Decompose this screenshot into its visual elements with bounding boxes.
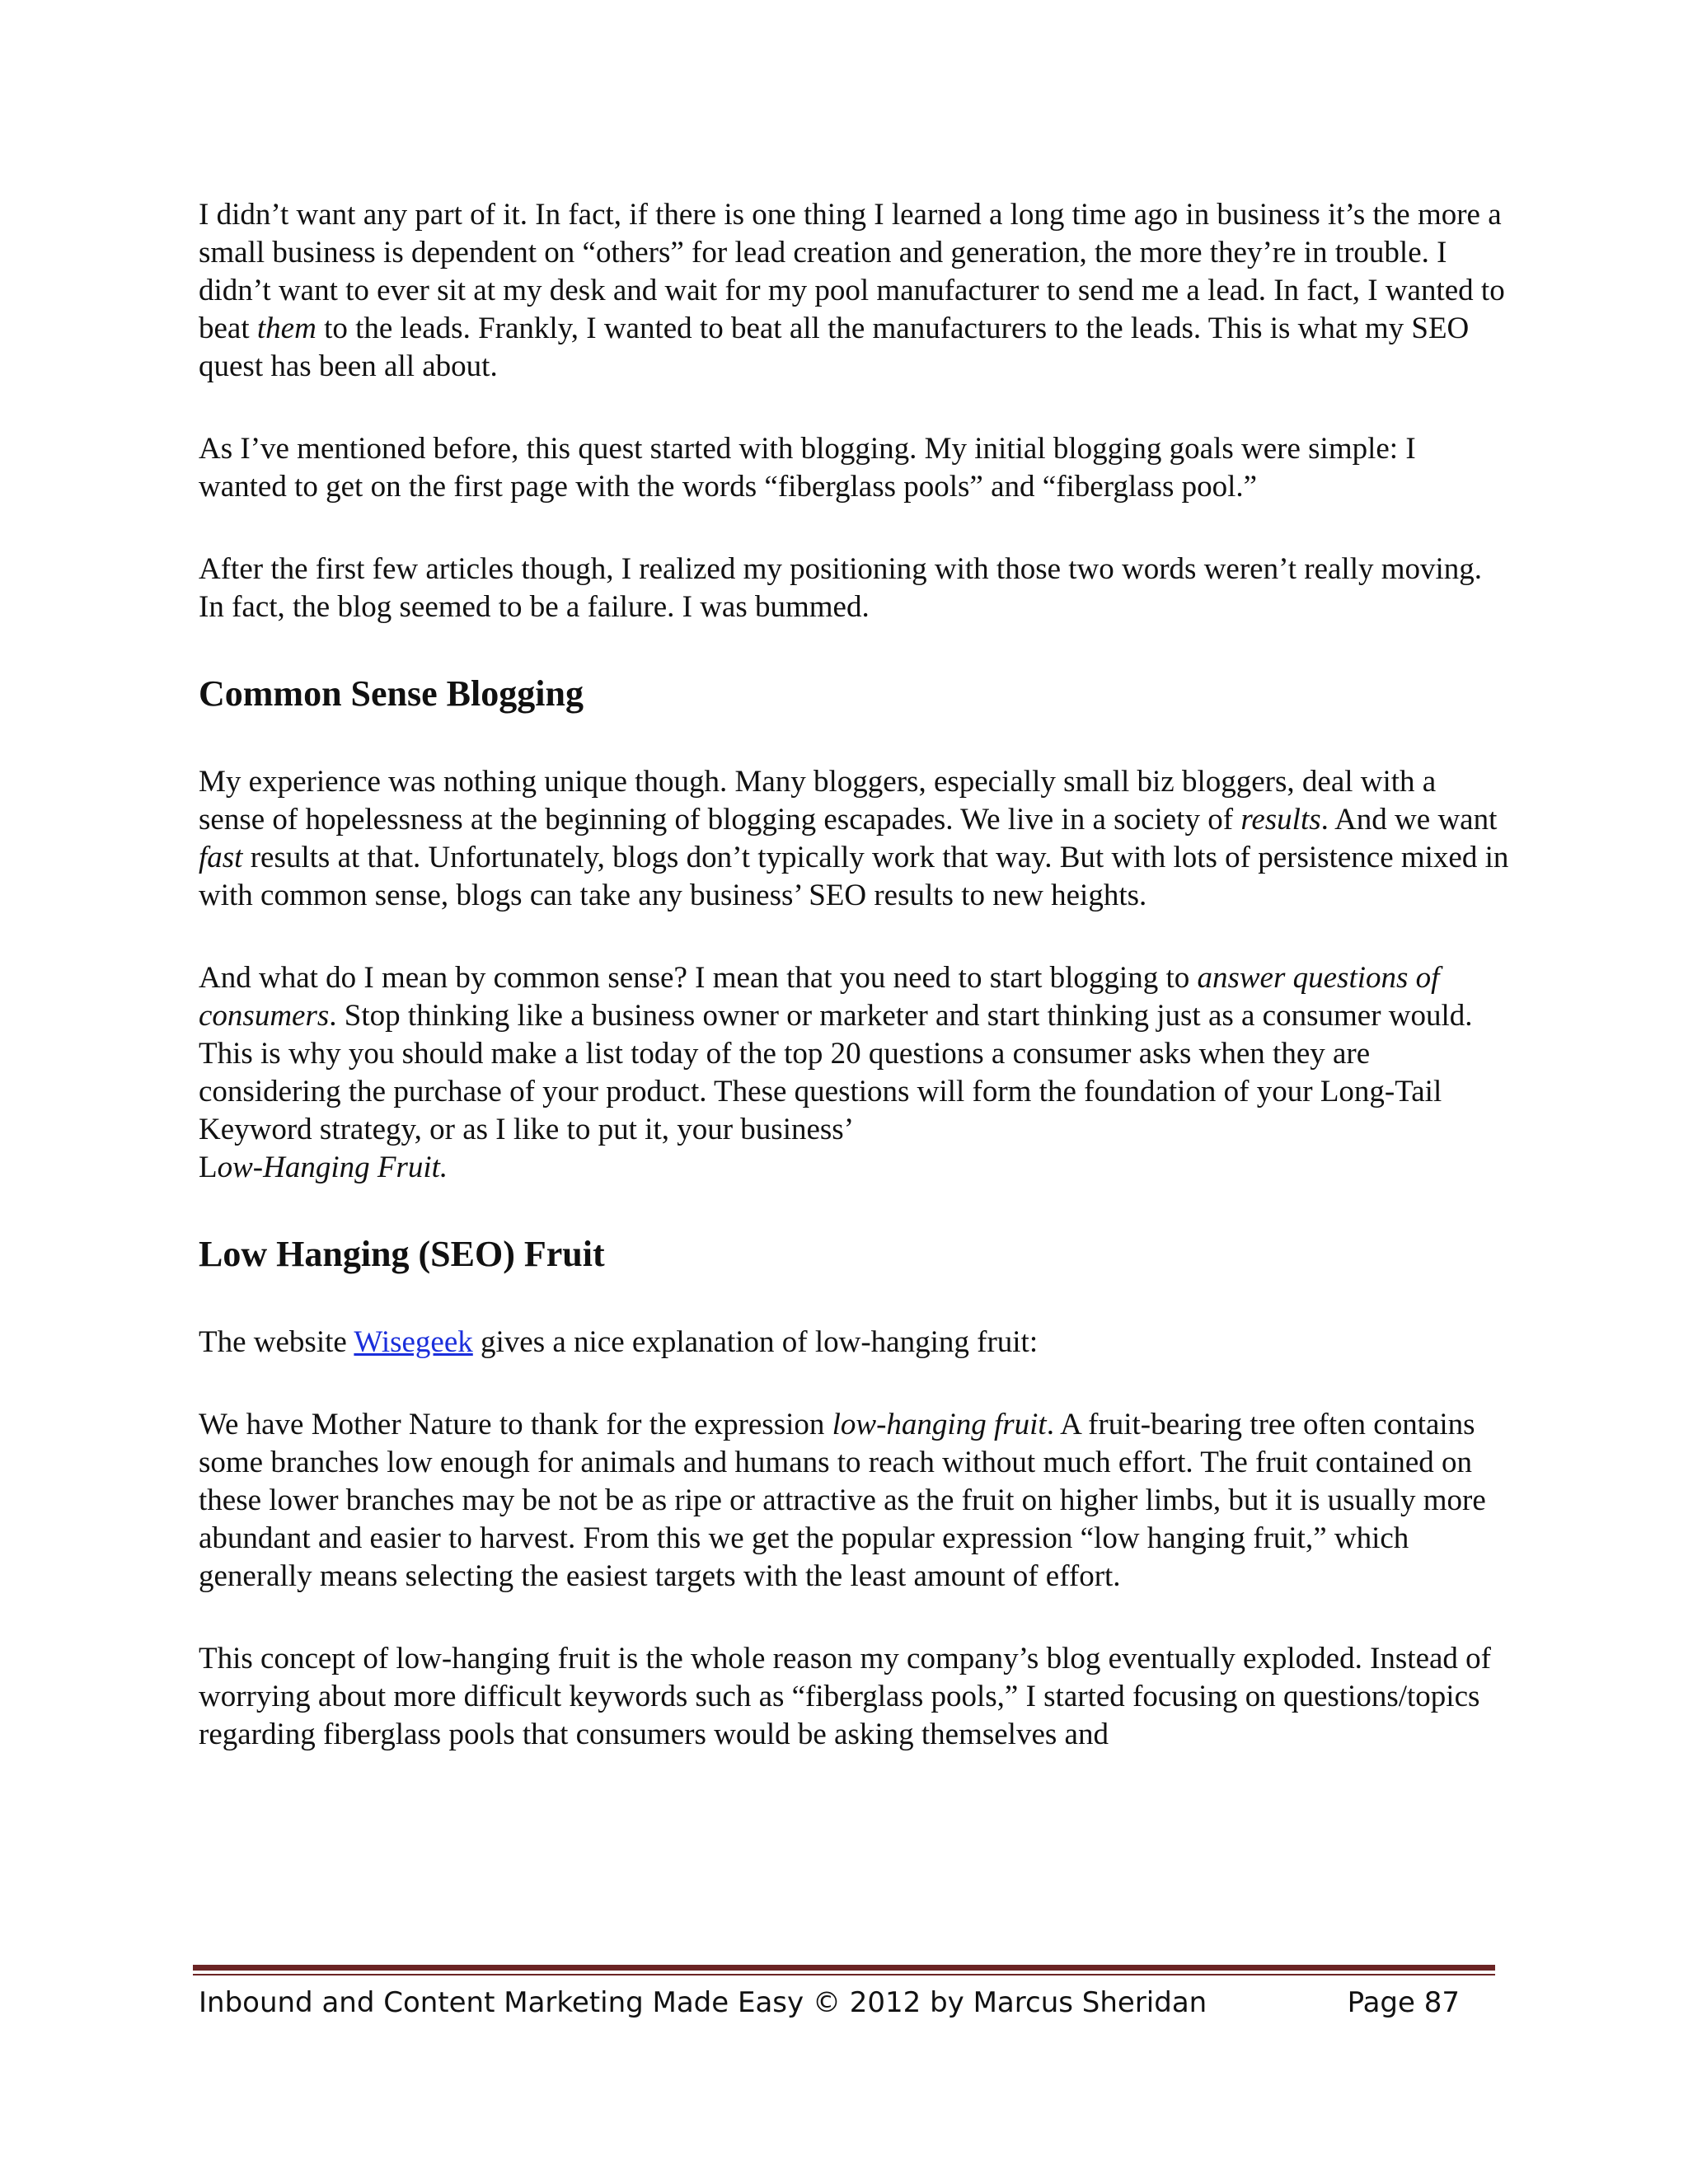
- footer-copyright: Inbound and Content Marketing Made Easy © 2012 by Marcus Sheridan: [199, 1986, 1207, 2019]
- paragraph-wisegeek: The website Wisegeek gives a nice explanation of low-hanging fruit:: [199, 1325, 1039, 1359]
- page-body: [199, 196, 1509, 1798]
- paragraph-quote: We have Mother Nature to thank for the expression low-hanging fruit. A fruit-bearing tree often contains some branches low enough for animals and humans to reach without much effort. The fruit contained on these lower branches may be not be as ripe or attractive as the fruit on higher limbs, but it is usually more abundant and easier to harvest. From this we get the popular expression “low hanging fruit,” which generally means selecting the easiest targets with the least amount of effort.: [199, 1408, 1486, 1593]
- page-footer: [199, 1985, 1460, 2021]
- paragraph-intro: I didn’t want any part of it. In fact, if there is one thing I learned a long time ago in business it’s the more a small business is dependent on “others” for lead creation and generation, the more they’re in trouble. I didn’t want to ever sit at my desk and wait for my pool manufacturer to send me a lead. In fact, I wanted to beat them to the leads. Frankly, I wanted to beat all the manufacturers to the leads. This is what my SEO quest has been all about.: [199, 198, 1505, 383]
- footer-divider-thin: [193, 1974, 1495, 1975]
- section-heading-low-hanging: Low Hanging (SEO) Fruit: [199, 1234, 605, 1274]
- paragraph-concept: This concept of low-hanging fruit is the whole reason my company’s blog eventually exploded. Instead of worrying about more difficult keywords such as “fiberglass pools,” I started focusing on questions/topics regarding fiberglass pools that consumers would be asking themselves and: [199, 1642, 1492, 1751]
- paragraph-experience: My experience was nothing unique though. Many bloggers, especially small biz bloggers, deal with a sense of hopelessness at the beginning of blogging escapades. We live in a society of results. And we want fast results at that. Unfortunately, blogs don’t typically work that way. But with lots of persistence mixed in with common sense, blogs can take any business’ SEO results to new heights.: [199, 765, 1509, 912]
- footer-divider: [193, 1965, 1495, 1971]
- paragraph-common-sense: And what do I mean by common sense? I mean that you need to start blogging to answer questions of consumers. Stop thinking like a business owner or marketer and start thinking just as a consumer would. This is why you should make a list today of the top 20 questions a consumer asks when they are considering the purchase of your product. These questions will form the foundation of your Long-Tail Keyword strategy, or as I like to put it, your business’ Low-Hanging Fruit.: [199, 961, 1473, 1184]
- paragraph-quest: As I’ve mentioned before, this quest started with blogging. My initial blogging goals were simple: I wanted to get on the first page with the words “fiberglass pools” and “fiberglass pool.”: [199, 432, 1416, 504]
- wisegeek-link[interactable]: Wisegeek: [354, 1325, 473, 1359]
- paragraph-failure: After the first few articles though, I realized my positioning with those two words weren’t really moving. In fact, the blog seemed to be a failure. I was bummed.: [199, 552, 1483, 624]
- page-number: Page 87: [1347, 1986, 1460, 2019]
- section-heading-common-sense: Common Sense Blogging: [199, 673, 584, 714]
